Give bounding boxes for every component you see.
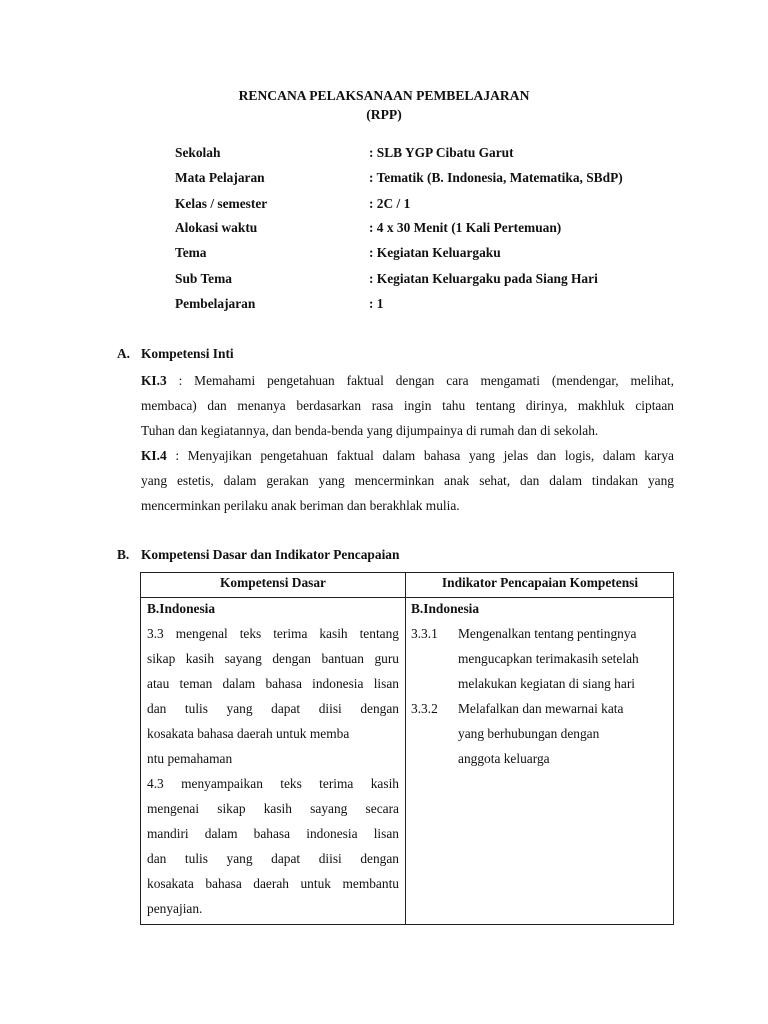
info-value: : Tematik (B. Indonesia, Matematika, SBdP) xyxy=(369,170,623,185)
info-value: : 4 x 30 Menit (1 Kali Pertemuan) xyxy=(369,220,562,235)
ki4-text: : Menyajikan pengetahuan faktual dalam bahasa yang jelas dan logis, dalam karya xyxy=(166,448,674,463)
document-title: RENCANA PELAKSANAAN PEMBELAJARAN xyxy=(238,88,530,103)
indikator-subject: B.Indonesia xyxy=(411,601,480,616)
indikator-line: mengucapkan terimakasih setelah xyxy=(458,651,639,666)
kd-line: penyajian. xyxy=(147,901,203,916)
info-value: : SLB YGP Cibatu Garut xyxy=(369,145,514,160)
info-label: Sub Tema xyxy=(175,271,232,286)
kd-line: kosakata bahasa daerah untuk memba xyxy=(147,726,350,741)
kd-line: mandiri dalam bahasa indonesia lisan xyxy=(147,826,399,841)
info-value: : 2C / 1 xyxy=(369,196,411,211)
table-column-divider xyxy=(405,573,406,924)
info-label: Sekolah xyxy=(175,145,221,160)
section-letter: A. xyxy=(117,346,131,361)
indikator-number: 3.3.2 xyxy=(411,701,438,716)
section-title: Kompetensi Inti xyxy=(141,346,234,361)
table-header-indikator: Indikator Pencapaian Kompetensi xyxy=(441,575,639,590)
info-label: Pembelajaran xyxy=(175,296,256,311)
table-header-kd: Kompetensi Dasar xyxy=(219,575,326,590)
kd-line: dan tulis yang dapat diisi dengan xyxy=(147,851,399,866)
indikator-line: Melafalkan dan mewarnai kata xyxy=(458,701,624,716)
indikator-line: melakukan kegiatan di siang hari xyxy=(458,676,635,691)
ki3-line-2: membaca) dan menanya berdasarkan rasa ingin tahu tentang dirinya, makhluk ciptaan xyxy=(141,398,674,413)
ki3-text: : Memahami pengetahuan faktual dengan cara mengamati (mendengar, melihat, xyxy=(166,373,674,388)
kd-line: 3.3 mengenal teks terima kasih tentang xyxy=(147,626,399,641)
ki3-line-1 xyxy=(141,372,674,390)
info-label: Kelas / semester xyxy=(175,196,268,211)
indikator-line: Mengenalkan tentang pentingnya xyxy=(458,626,637,641)
section-b-heading xyxy=(117,547,399,563)
ki4-code: KI.4 xyxy=(141,448,167,463)
kd-line: ntu pemahaman xyxy=(147,751,233,766)
kd-line: atau teman dalam bahasa indonesia lisan xyxy=(147,676,399,691)
indikator-number: 3.3.1 xyxy=(411,626,438,641)
kd-line: sikap kasih sayang dengan bantuan guru xyxy=(147,651,399,666)
info-value: : Kegiatan Keluargaku pada Siang Hari xyxy=(369,271,598,286)
info-label: Mata Pelajaran xyxy=(175,170,265,185)
ki3-line-3: Tuhan dan kegiatannya, dan benda-benda yang dijumpainya di rumah dan di sekolah. xyxy=(141,423,599,438)
kd-line: mengenai sikap kasih sayang secara xyxy=(147,801,399,816)
kd-line: kosakata bahasa daerah untuk membantu xyxy=(147,876,399,891)
info-value: : 1 xyxy=(369,296,384,311)
ki4-line-1 xyxy=(141,447,674,465)
ki4-line-2: yang estetis, dalam gerakan yang mencerminkan anak sehat, dan dalam tindakan yang xyxy=(141,473,674,488)
section-letter: B. xyxy=(117,547,130,562)
info-label: Alokasi waktu xyxy=(175,220,258,235)
section-a-heading xyxy=(117,346,234,362)
kd-line: 4.3 menyampaikan teks terima kasih xyxy=(147,776,399,791)
indikator-line: yang berhubungan dengan xyxy=(458,726,600,741)
ki4-line-3: mencerminkan perilaku anak beriman dan berakhlak mulia. xyxy=(141,498,460,513)
kd-subject: B.Indonesia xyxy=(147,601,216,616)
info-value: : Kegiatan Keluargaku xyxy=(369,245,501,260)
kd-line: dan tulis yang dapat diisi dengan xyxy=(147,701,399,716)
table-header-divider xyxy=(141,597,673,598)
indikator-line: anggota keluarga xyxy=(458,751,550,766)
document-subtitle: (RPP) xyxy=(366,107,402,122)
section-title: Kompetensi Dasar dan Indikator Pencapaian xyxy=(141,547,400,562)
ki3-code: KI.3 xyxy=(141,373,167,388)
competency-table xyxy=(140,572,674,925)
info-label: Tema xyxy=(175,245,207,260)
